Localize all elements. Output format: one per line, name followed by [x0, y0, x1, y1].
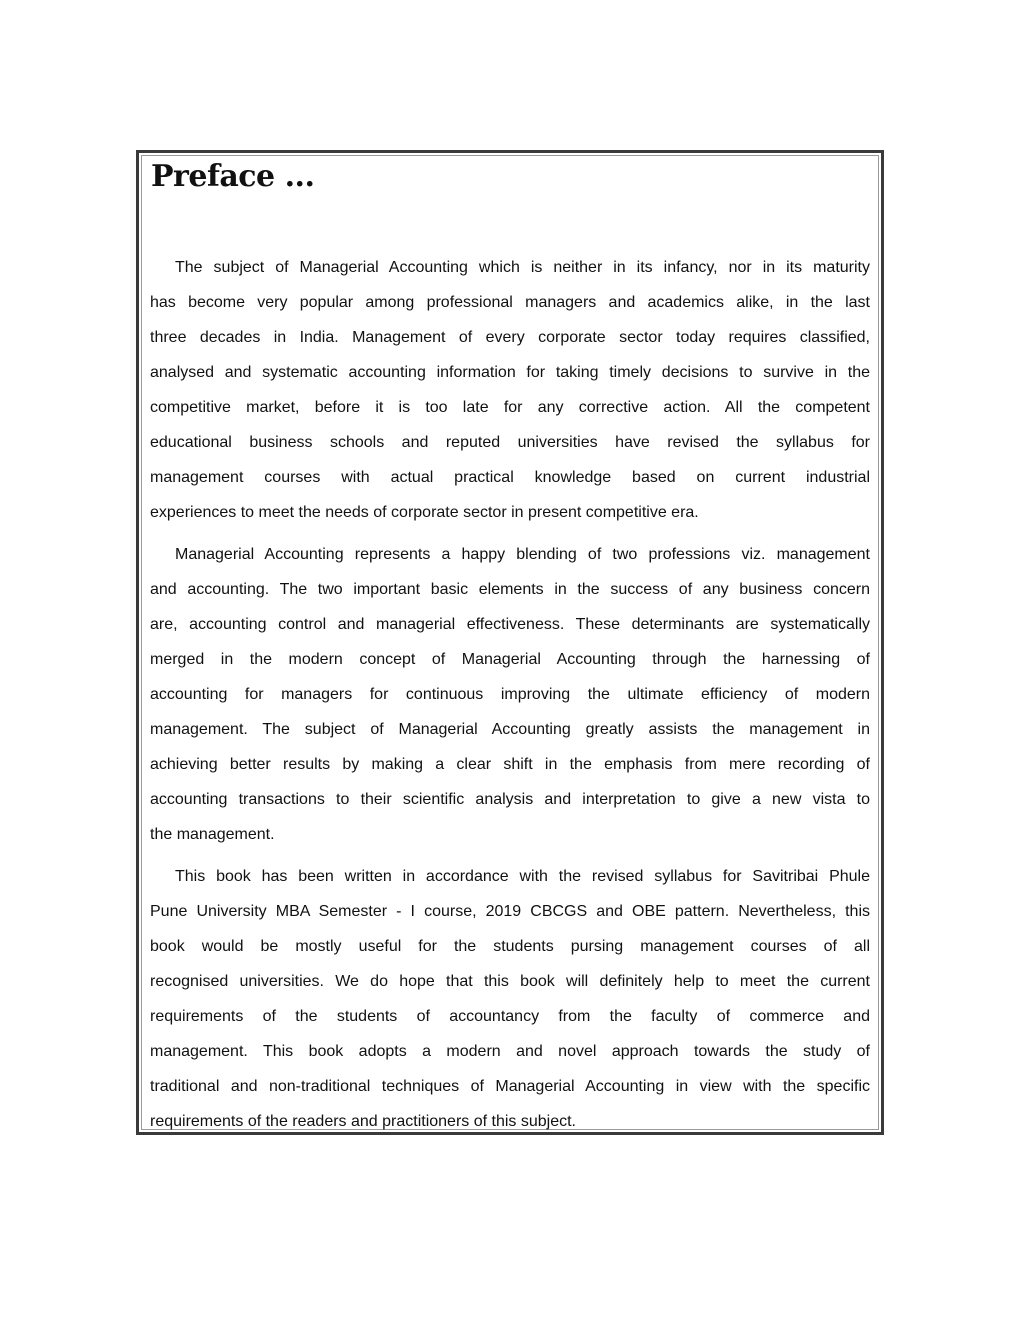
text-line: experiences to meet the needs of corporate sector in present competitive era. [150, 504, 699, 521]
text-line: merged in the modern concept of Managerial Accounting through the harnessing of [150, 651, 870, 668]
page-title: Preface ... [151, 159, 315, 194]
text-line: three decades in India. Management of every corporate sector today requires classified, [150, 329, 870, 346]
text-line: has become very popular among professional managers and academics alike, in the last [150, 294, 870, 311]
text-line: requirements of the readers and practitioners of this subject. [150, 1113, 576, 1130]
text-line: accounting for managers for continuous improving the ultimate efficiency of modern [150, 686, 870, 703]
text-line: Managerial Accounting represents a happy blending of two professions viz. management [175, 546, 870, 563]
text-line: This book has been written in accordance with the revised syllabus for Savitribai Phule [175, 868, 870, 885]
paragraph [150, 537, 870, 852]
preface-frame [136, 150, 884, 1135]
text-line: educational business schools and reputed universities have revised the syllabus for [150, 434, 870, 451]
text-line: requirements of the students of accountancy from the faculty of commerce and [150, 1008, 870, 1025]
text-line: analysed and systematic accounting information for taking timely decisions to survive in the [150, 364, 870, 381]
text-line: traditional and non-traditional techniques of Managerial Accounting in view with the specific [150, 1078, 870, 1095]
text-line: the management. [150, 826, 275, 843]
text-line: competitive market, before it is too late for any corrective action. All the competent [150, 399, 870, 416]
text-line: management. This book adopts a modern and novel approach towards the study of [150, 1043, 870, 1060]
preface-body [150, 250, 870, 1146]
text-line: achieving better results by making a clear shift in the emphasis from mere recording of [150, 756, 870, 773]
text-line: Pune University MBA Semester - I course, 2019 CBCGS and OBE pattern. Nevertheless, this [150, 903, 870, 920]
paragraph [150, 250, 870, 530]
text-line: are, accounting control and managerial effectiveness. These determinants are systematically [150, 616, 870, 633]
text-line: recognised universities. We do hope that this book will definitely help to meet the current [150, 973, 870, 990]
text-line: book would be mostly useful for the students pursing management courses of all [150, 938, 870, 955]
text-line: and accounting. The two important basic elements in the success of any business concern [150, 581, 870, 598]
text-line: management. The subject of Managerial Accounting greatly assists the management in [150, 721, 870, 738]
text-line: accounting transactions to their scientific analysis and interpretation to give a new vista to [150, 791, 870, 808]
text-line: management courses with actual practical knowledge based on current industrial [150, 469, 870, 486]
text-line: The subject of Managerial Accounting which is neither in its infancy, nor in its maturity [175, 259, 870, 276]
paragraph [150, 859, 870, 1139]
